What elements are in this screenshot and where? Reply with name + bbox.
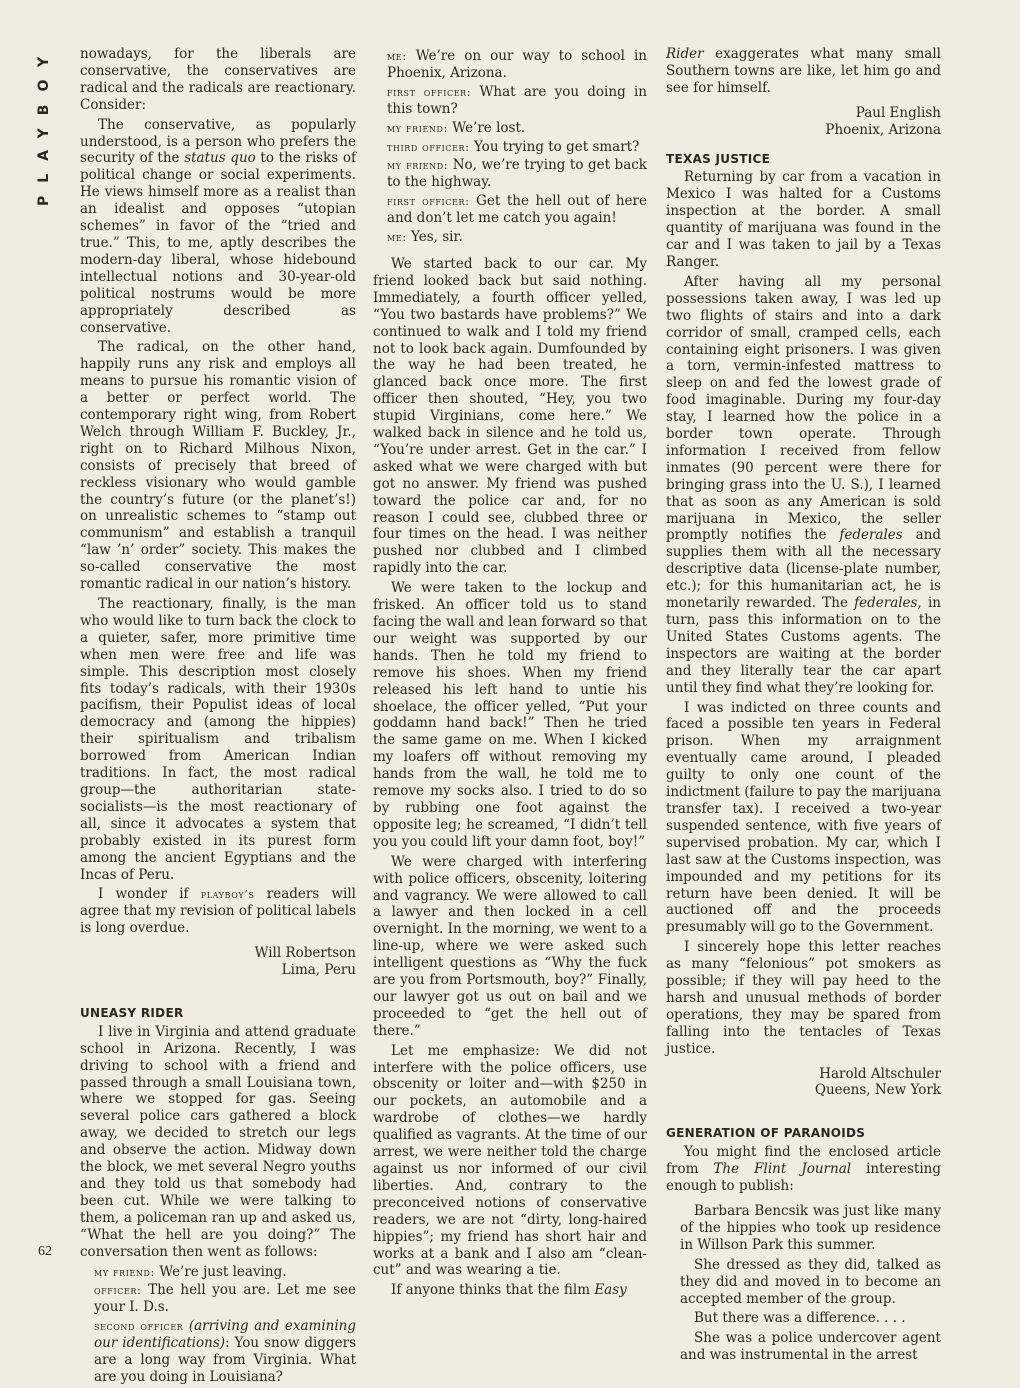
- quoted-paragraph: She dressed as they did, talked as they did and moved in to become an accepted member of the group.: [680, 1256, 941, 1307]
- paragraph: nowadays, for the liberals are conservative, the conservatives are radical and the radicals are reactionary. Consider:: [80, 46, 356, 113]
- paragraph: The radical, on the other hand, happily runs any risk and employs all means to pursue his romantic vision of a better or perfect world. The contemporary right wing, from Robert Welch through William F. Buckley, Jr., right on to Richard Milhous Nixon, consists of precisely that breed of reckless visionary who would gamble the country’s future (or the planet’s!) on unrealistic schemes to “stamp out communism” and establish a tranquil “law ’n’ order” society. This makes the so-called conservative the most romantic radical in our nation’s history.: [80, 339, 356, 593]
- quoted-paragraph: Barbara Bencsik was just like many of the hippies who took up residence in Willson Park this summer.: [680, 1203, 941, 1253]
- paragraph: [373, 1282, 647, 1299]
- speaker: me:: [387, 230, 407, 245]
- letter-signature: [666, 1066, 941, 1100]
- paragraph: We were charged with interfering with police officers, obscenity, loitering and vagrancy. We were allowed to call a lawyer and then locked in a cell overnight. In the morning, we went to a line-up, where we were asked such intelligent questions as “Why the fuck are you from Portsmouth, boy?” Finally, our lawyer got us out on bail and we proceeded to “get the hell out of there.”: [373, 853, 647, 1039]
- signature-place: Lima, Peru: [281, 962, 356, 979]
- paragraph: Returning by car from a vacation in Mexico I was halted for a Customs inspection at the border. A small quantity of marijuana was found in the car and I was taken to jail by a Texas Ranger.: [666, 169, 941, 270]
- section-heading: GENERATION OF PARANOIDS: [666, 1126, 866, 1141]
- dialogue-line: [94, 1264, 356, 1281]
- dialogue-line: [387, 229, 647, 246]
- signature-name: Harold Altschuler: [819, 1065, 941, 1082]
- dialogue-line: [94, 1318, 356, 1386]
- section-heading: TEXAS JUSTICE: [666, 151, 771, 166]
- text-run: readers will agree that my revision of political labels is long overdue.: [80, 886, 356, 937]
- dialogue-line: [94, 1282, 356, 1316]
- dialogue-text: What are you doing in this town?: [387, 83, 647, 117]
- dialogue-line: [387, 120, 647, 137]
- speaker: first officer:: [387, 84, 472, 99]
- dialogue-text: Get the hell out of here and don’t let me catch you again!: [387, 193, 647, 227]
- quoted-paragraph: She was a police undercover agent and was instrumental in the arrest: [680, 1330, 941, 1364]
- speaker: my friend:: [387, 120, 448, 135]
- italic-text: status quo: [184, 150, 256, 167]
- quoted-paragraph: But there was a difference. . . .: [694, 1310, 906, 1327]
- dialogue-text: No, we’re trying to get back to the highway.: [387, 157, 647, 191]
- signature-place: Phoenix, Arizona: [825, 121, 941, 138]
- dialogue-line: [387, 157, 647, 191]
- spine-text: PLAYBOY: [36, 44, 52, 207]
- speaker: me:: [387, 49, 407, 63]
- paragraph: The reactionary, finally, is the man who would like to turn back the clock to a quieter, safer, more primitive time when men were free and life was simple. This description most closely fits today’s radicals, with their 1930s pacifism, their Populist ideas of local democracy and (among the hippies) their spiritualism and tribalism borrowed from American Indian traditions. In fact, the most radical group—the authoritarian state-socialists—is the most reactionary of all, since it advocates a system that probably existed in its purest form among the ancient Egyptians and the Incas of Peru.: [80, 596, 356, 883]
- dialogue-text: We’re lost.: [448, 119, 526, 136]
- paragraph: [666, 46, 941, 97]
- speaker: first officer:: [387, 194, 470, 209]
- text-run: The conservative, as popularly understood, is a person who prefers the security of the: [80, 116, 356, 167]
- text-run: and supplies them with all the necessary descriptive data (license-plate number, etc.); for this humanitarian act, he is monetarily rewarded. The: [666, 527, 941, 612]
- paragraph: [666, 1144, 941, 1195]
- text-run: If anyone thinks that the film: [391, 1282, 595, 1299]
- speaker: my friend:: [387, 158, 449, 173]
- dialogue-text: We’re on our way to school in Phoenix, Arizona.: [387, 48, 647, 81]
- small-caps-text: playboy’s: [200, 887, 255, 902]
- dialogue-line: [387, 139, 647, 156]
- dialogue-text: : You snow diggers are a long way from Virginia. What are you doing in Louisiana?: [94, 1335, 357, 1385]
- speaker: third officer:: [387, 139, 470, 154]
- letter-signature: [666, 105, 941, 139]
- stage-direction: (arriving and examining our identifications): [94, 1318, 356, 1352]
- page-number: 62: [38, 1244, 52, 1259]
- signature-name: Paul English: [855, 104, 941, 121]
- signature-place: Queens, New York: [814, 1082, 941, 1099]
- paragraph: [666, 274, 941, 697]
- paragraph: We were taken to the lockup and frisked. An officer told us to stand facing the wall and lean forward so that our weight was supported by our hands. Then he told my friend to remove his shoes. When my friend released his left hand to untie his shoelace, the officer yelled, “Put your goddamn hand back!” Then he tried the same game on me. When I kicked my loafers off without removing my hands from the wall, he told me to remove my socks also. I tried to do so by rubbing one foot against the opposite leg; he screamed, “I didn’t tell you you could lift your damn foot, boy!”: [373, 580, 648, 850]
- paragraph: [80, 886, 356, 937]
- paragraph: I live in Virginia and attend graduate school in Arizona. Recently, I was driving to school with a friend and passed through a small Louisiana town, where we stopped for gas. Seeing several police cars gathered a block away, we decided to stretch our legs and observe the action. Midway down the block, we met several Negro youths and they told us that somebody had been cut. While we were talking to them, a policeman ran up and asked us, “What the hell are you doing?” The conversation then went as follows:: [80, 1023, 356, 1260]
- dialogue-text: We’re just leaving.: [155, 1263, 287, 1280]
- italic-text: Easy: [594, 1282, 627, 1299]
- italic-text: federales: [839, 527, 903, 544]
- text-run: to the risks of political change or social experiments. He views himself more as a realist than an idealist and opposes “utopian schemes” in favor of the “tried and true.” This, to me, aptly describes the modern-day liberal, whose hidebound intellectual notions and 30-year-old political nostrums would be more appropriately described as conservative.: [80, 150, 356, 336]
- dialogue-line: [387, 48, 647, 82]
- speaker: officer:: [94, 1283, 142, 1298]
- italic-text: The Flint Journal: [713, 1161, 852, 1178]
- text-run: , in turn, pass this information on to the United States Customs agents. The inspectors are waiting at the border and they literally tear the car apart until they find what they’re looking for.: [666, 595, 941, 696]
- paragraph: We started back to our car. My friend looked back but said nothing. Immediately, a fourth officer yelled, “You two bastards have problems?” We continued to walk and I told my friend not to look back again. Dumfounded by the way he had been treated, he glanced back once more. The first officer then shouted, “Hey, you two stupid Virginians, come here.” We walked back in silence and he told us, “You’re under arrest. Get in the car.” I asked what we were charged with but got no answer. My friend was pushed toward the police car and, for no reason I could see, clubbed three or four times on the head. I was neither pushed nor clubbed and I climbed rapidly into the car.: [373, 255, 647, 577]
- signature-name: Will Robertson: [254, 945, 356, 962]
- paragraph: I was indicted on three counts and faced a possible ten years in Federal prison. When my arraignment eventually came around, I pleaded guilty to only one count of the indictment (failure to pay the marijuana transfer tax). I received a two-year suspended sentence, with five years of supervised probation. My car, which I last saw at the Customs inspection, was impounded and my petitions for its return have been denied. It will be auctioned off and the proceeds presumably will go to the Government.: [666, 699, 941, 936]
- dialogue-text: Yes, sir.: [406, 229, 463, 246]
- text-run: exaggerates what many small Southern towns are like, let him go and see for himself.: [666, 46, 941, 96]
- dialogue-text: You trying to get smart?: [469, 138, 640, 155]
- dialogue-line: [387, 193, 647, 227]
- paragraph: I sincerely hope this letter reaches as many “felonious” pot smokers as possible; if they will pay heed to the harsh and unusual methods of border operations, they may be spared from falling into the tentacles of Texas justice.: [666, 939, 941, 1057]
- italic-text: Rider: [666, 46, 704, 62]
- column-1: [80, 46, 356, 1388]
- dialogue-text: The hell you are. Let me see your I. D.s.: [94, 1282, 356, 1316]
- text-run: You might find the enclosed article from: [666, 1144, 941, 1178]
- paragraph: Let me emphasize: We did not interfere with the police officers, use obscenity or loiter and—with $250 in our pockets, an automobile and a wardrobe of clothes—we hardly qualified as vagrants. At the time of our arrest, we were neither told the charge against us nor informed of our civil liberties. And, contrary to the preconceived notions of conservative readers, we are not “dirty, long-haired hippies”; my friend has short hair and works at a bank and I also am “clean-cut” and was wearing a tie.: [373, 1042, 647, 1279]
- paragraph: [80, 117, 356, 337]
- speaker: my friend:: [94, 1264, 155, 1279]
- text-run: After having all my personal possessions taken away, I was led up two flights of stairs and into a dark corridor of small, cramped cells, each containing eight prisoners. I was given a torn, vermin-infested mattress to sleep on and fed the lowest grade of food imaginable. During my four-day stay, I learned how the police in a border town operate. Through information I received from fellow inmates (90 percent were there for bringing grass into the U. S.), I learned that as soon as any American is sold marijuana in Mexico, the seller promptly notifies the: [666, 273, 941, 544]
- italic-text: federales: [854, 595, 918, 612]
- column-3: [666, 46, 941, 1367]
- text-run: interesting enough to publish:: [666, 1161, 941, 1195]
- speaker: second officer: [94, 1319, 184, 1334]
- text-run: I wonder if: [98, 886, 201, 903]
- column-2: [373, 46, 647, 1302]
- magazine-spine-title: [36, 44, 60, 207]
- letter-signature: [80, 945, 356, 979]
- section-heading: UNEASY RIDER: [80, 1005, 184, 1020]
- dialogue-line: [387, 84, 647, 118]
